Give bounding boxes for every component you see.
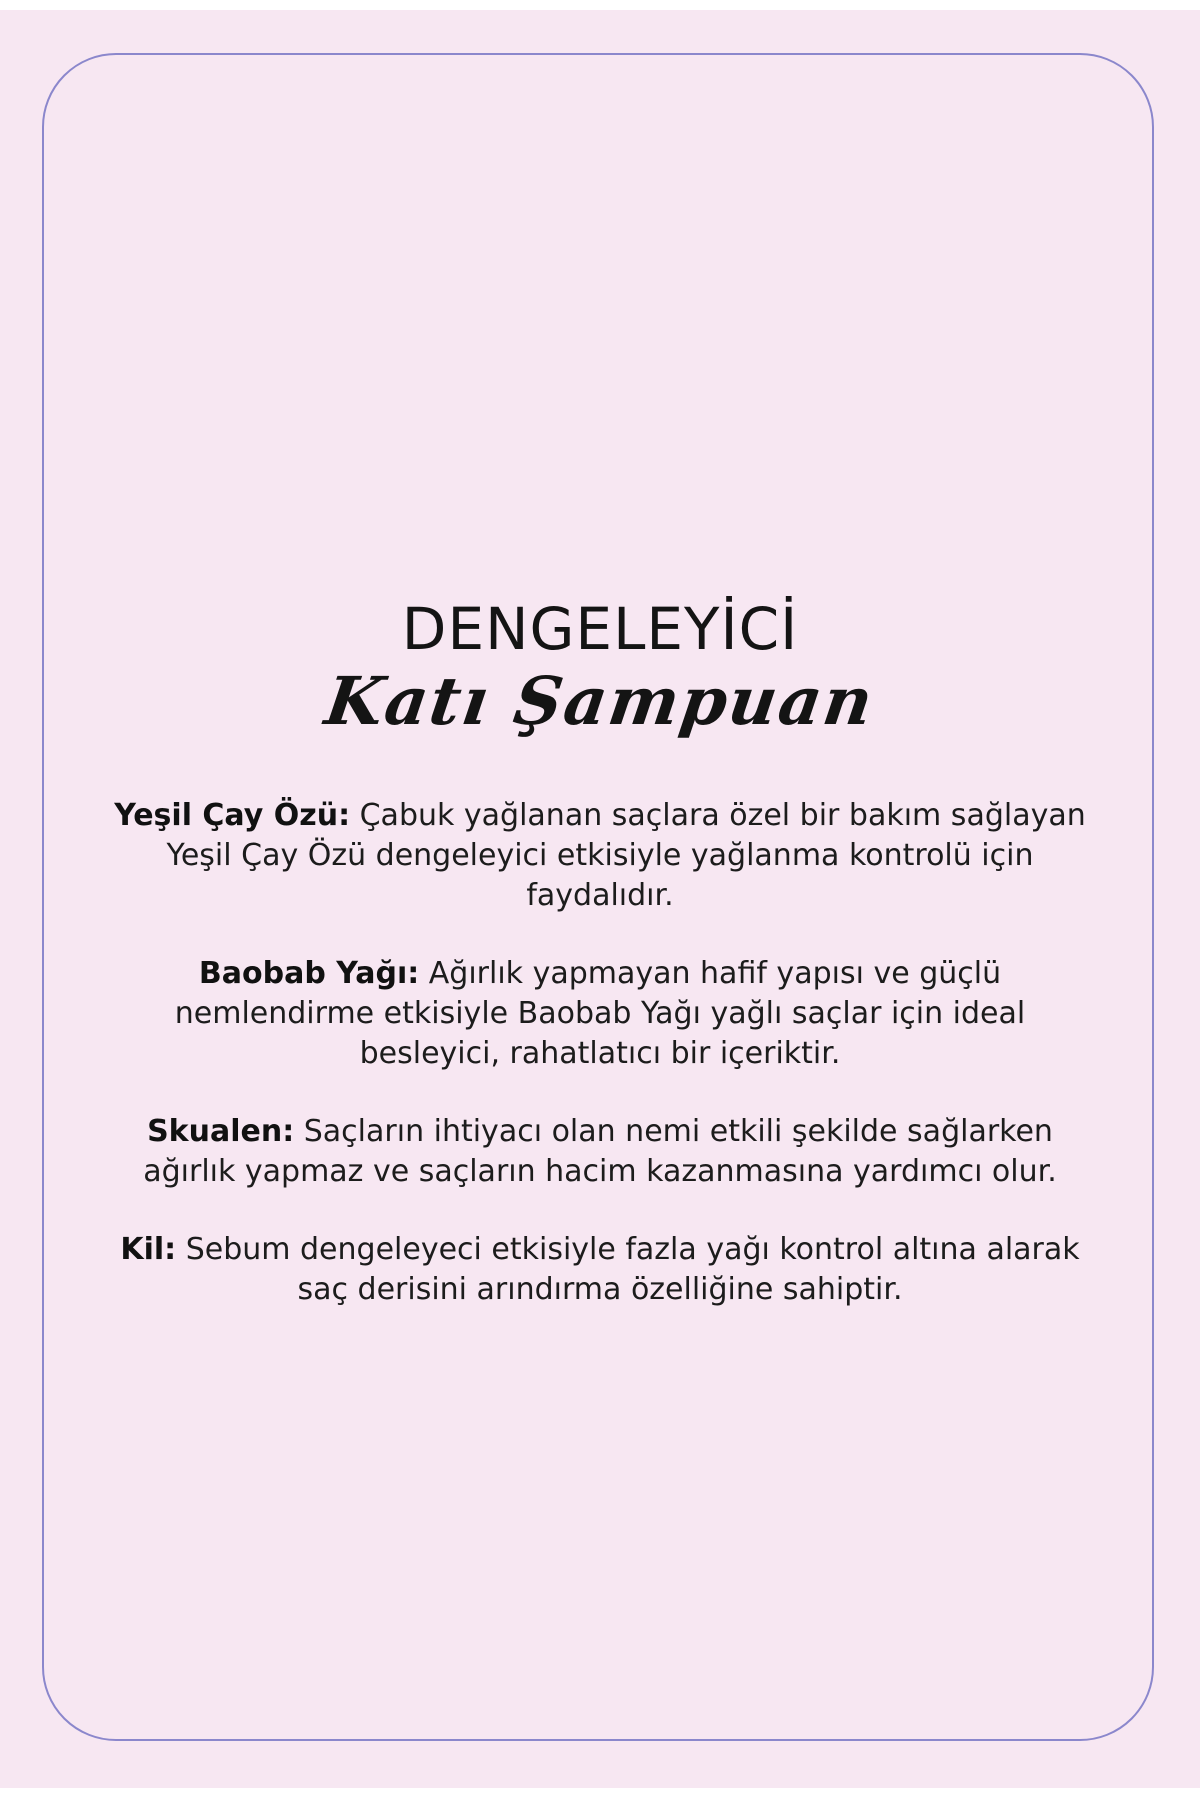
ingredient-squalane xyxy=(100,1112,1100,1192)
ingredient-term: Yeşil Çay Özü: xyxy=(114,798,351,833)
product-title: DENGELEYİCİ xyxy=(401,595,799,663)
ingredient-description: Saçların ihtiyacı olan nemi etkili şekilde sağlarken ağırlık yapmaz ve saçların hacim kazanmasına yardımcı olur. xyxy=(143,1114,1057,1189)
ingredient-baobab-oil xyxy=(100,954,1100,1074)
product-subtitle: Katı Şampuan xyxy=(320,662,880,740)
ingredient-description: Sebum dengeleyeci etkisiyle fazla yağı kontrol altına alarak saç derisini arındırma özelliğine sahiptir. xyxy=(176,1232,1080,1307)
ingredient-term: Baobab Yağı: xyxy=(198,956,420,991)
ingredient-description: Ağırlık yapmayan hafif yapısı ve güçlü nemlendirme etkisiyle Baobab Yağı yağlı saçlar için ideal besleyici, rahatlatıcı bir içeriktir. xyxy=(174,956,1026,1071)
ingredient-list xyxy=(100,796,1100,1348)
ingredient-description: Çabuk yağlanan saçlara özel bir bakım sağlayan Yeşil Çay Özü dengeleyici etkisiyle yağlanma kontrolü için faydalıdır. xyxy=(166,798,1086,913)
ingredient-green-tea xyxy=(100,796,1100,916)
ingredient-term: Kil: xyxy=(120,1232,177,1267)
ingredient-clay xyxy=(100,1230,1100,1310)
ingredient-term: Skualen: xyxy=(147,1114,295,1149)
